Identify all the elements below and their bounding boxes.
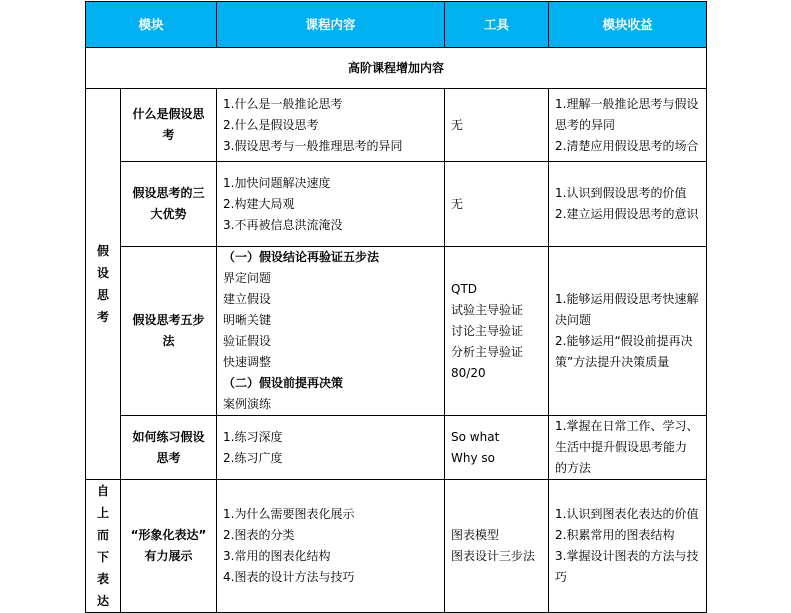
table-row <box>86 247 707 416</box>
header-benefit: 模块收益 <box>549 2 707 48</box>
tools-cell: 无 <box>445 89 549 162</box>
benefit-cell: 1.认识到图表化表达的价值 2.积累常用的图表结构 3.掌握设计图表的方法与技 巧 <box>549 480 707 613</box>
course-table <box>85 1 707 613</box>
benefit-cell: 1.认识到假设思考的价值 2.建立运用假设思考的意识 <box>549 162 707 247</box>
tools-cell: 图表模型 图表设计三步法 <box>445 480 549 613</box>
table-row <box>86 89 707 162</box>
table-row <box>86 162 707 247</box>
group-label-hypothesis: 假 设 思 考 <box>86 89 121 480</box>
benefit-cell: 1.理解一般推论思考与假设 思考的异同 2.清楚应用假设思考的场合 <box>549 89 707 162</box>
content-cell: （一）假设结论再验证五步法 界定问题 建立假设 明晰关键 验证假设 快速调整 （二）假设前提再决策 案例演练 <box>217 247 445 416</box>
header-module: 模块 <box>86 2 217 48</box>
topic-cell: 什么是假设思 考 <box>121 89 217 162</box>
content-cell: 1.练习深度 2.练习广度 <box>217 416 445 480</box>
topic-cell: 如何练习假设 思考 <box>121 416 217 480</box>
topic-cell: 假设思考的三 大优势 <box>121 162 217 247</box>
tools-cell: 无 <box>445 162 549 247</box>
content-cell: 1.加快问题解决速度 2.构建大局观 3.不再被信息洪流淹没 <box>217 162 445 247</box>
header-tools: 工具 <box>445 2 549 48</box>
tools-cell: QTD 试验主导验证 讨论主导验证 分析主导验证 80/20 <box>445 247 549 416</box>
tools-cell: So what Why so <box>445 416 549 480</box>
content-cell: 1.什么是一般推论思考 2.什么是假设思考 3.假设思考与一般推理思考的异同 <box>217 89 445 162</box>
benefit-cell: 1.能够运用假设思考快速解 决问题 2.能够运用“假设前提再决 策”方法提升决策质量 <box>549 247 707 416</box>
table-row <box>86 416 707 480</box>
benefit-cell: 1.掌握在日常工作、学习、 生活中提升假设思考能力 的方法 <box>549 416 707 480</box>
table-row <box>86 480 707 613</box>
group-label-top-down: 自 上 而 下 表 达 <box>86 480 121 613</box>
header-row <box>86 2 707 48</box>
topic-cell: 假设思考五步 法 <box>121 247 217 416</box>
topic-cell: “形象化表达” 有力展示 <box>121 480 217 613</box>
subheader: 高阶课程增加内容 <box>86 48 707 89</box>
header-content: 课程内容 <box>217 2 445 48</box>
subheader-row <box>86 48 707 89</box>
content-cell: 1.为什么需要图表化展示 2.图表的分类 3.常用的图表化结构 4.图表的设计方法与技巧 <box>217 480 445 613</box>
